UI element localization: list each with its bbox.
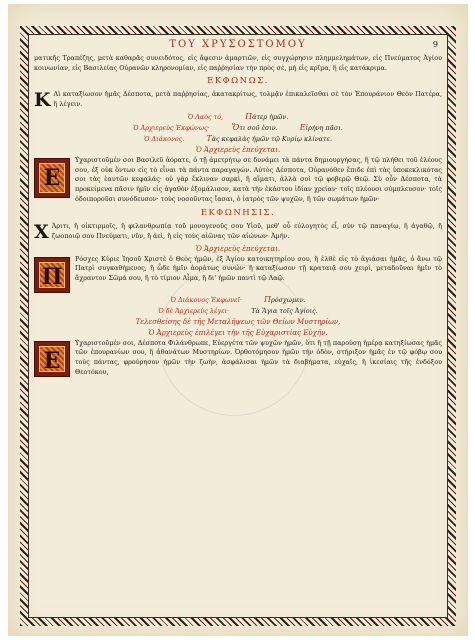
page-number: 9 bbox=[432, 40, 438, 49]
dialog-2-mid: Ὅτι σοῦ ἐσιν. bbox=[231, 122, 278, 132]
paragraph-5-text: Υ̓χαριστοῦμέν σοι, Δέσποτα Φιλάνθρωπε, Εὐεργέτα τῶν ψυχῶν ἡμῶν, ὅτι ἢ τῇ παρούσῃ ἡμέρᾳ κατηξίωσας ἡμᾶς τῶν ἐπουρανίων σου, ἢ ἀθανάτων Μυστηρίων. Ὀρθοτόμησον ἡμῶν τὴν ὁδὸν, στήριξον ἡμᾶς ἐν τῷ φόβῳ σου τοὺς πάντας, φρούρησον ἡμῶν τὴν ζωὴν, ἀσφάλισαι ἡμῶν τὰ διαβήματα, εὐχαῖς, ἢ ἱκεσίαις τῆς ἐνδόξου Θεοτόκου, bbox=[75, 338, 442, 376]
rubric-metalepsis: Τελεσθείσης δὲ τῆς Μεταλήψεως τῶν Θείων Μυστηρίων, bbox=[135, 317, 341, 326]
dialog-4-speaker: Ὁ Διάκονος Ἐκφωνεῖ· bbox=[170, 295, 242, 304]
dialog-5-speaker: Ὁ δὲ Ἀρχιερεὺς λέγει· bbox=[158, 306, 230, 315]
dialog-3-speaker: Ὁ Διάκονος. bbox=[144, 134, 185, 143]
dialog-line-4 bbox=[34, 295, 442, 305]
paragraph-5 bbox=[34, 339, 442, 378]
rubric-ekphonos: ΕΚΦΩΝΩΣ. bbox=[207, 76, 269, 87]
rubric-archiereus-2: Ὁ Ἀρχιερεὺς ἐπεύχεται. bbox=[195, 244, 281, 253]
dialog-line-3 bbox=[34, 134, 442, 144]
paragraph-1-text: Αὶ καταξίωσον ἡμᾶς Δέσποτα, μετὰ παῤῥησίας, ἀκατακρίτως, τολμᾷν ἐπικαλεῖσθαι σὲ τὸν Ἐπουράνιον Θεὸν Πατέρα, ἢ λέγειν. bbox=[53, 90, 442, 109]
book-page bbox=[8, 4, 468, 636]
dialog-2-speaker: Ὁ Ἀρχιερεὺς Ἐκφώνως· bbox=[133, 123, 210, 132]
paragraph-4-text: Ρόσχες Κύριε Ἰησοῦ Χριστὲ ὁ Θεὸς ἡμῶν, ἐξ Ἁγίου κατοικητηρίου σου, ἢ ἐλθὲ εἰς τὸ ἁγιάσαι ἡμᾶς, ὁ ἄνω τῷ Πατρὶ συγκαθήμενος, ἢ ὧδε ἡμῖν ἀοράτως συνών· ἢ καταξίωσον τῇ κραταιᾷ σου χειρὶ, μεταδοῦναι ἡμῖν τὸ ἄχραντον Σῶμά σου, ἢ τὸ τίμιον Αἷμα, ἢ δι' ἡμῶν παντὶ τῷ Λαῷ. bbox=[75, 254, 442, 283]
dialog-line-5 bbox=[34, 306, 442, 316]
dialog-1-response: Πάτερ ἡμῶν. bbox=[245, 111, 289, 121]
rubric-ekphonesis: ΕΚΦΩΝΗΣΙΣ. bbox=[200, 208, 276, 219]
drop-cap-1: Κ bbox=[34, 89, 51, 112]
rubric-archiereus-1: Ὁ Ἀρχιερεὺς ἐπεύχεται. bbox=[195, 145, 281, 154]
illuminated-initial-2: Π bbox=[34, 257, 70, 293]
paragraph-4 bbox=[34, 254, 442, 290]
header-title: ΤΟΥ ΧΡΥΣΟΣΤΟΜΟΥ bbox=[169, 39, 307, 50]
dialog-2-response: Εἰρήνη πᾶσι. bbox=[299, 122, 343, 132]
dialog-line-2 bbox=[34, 123, 442, 133]
paragraph-2-text: Υ̓χαριστοῦμέν σοι Βασιλεῦ ἀόρατε, ὁ τῇ ἀμετρήτῳ σε δυνάμει τὰ πάντα δημιουργήσας, ἢ τῷ πλήθει τοῦ ἐλέους σου, ἐξ οὐκ ὄντων εἰς τὸ εἶναι τὰ πάντα παραγαγών. Αὐτὸς Δέσποτα, Οὐρανόθεν ἔπιδε ἐπὶ τὰς ὑποκεκλικότας σοι τὰς ἑαυτῶν κεφαλάς· οὐ γὰρ ἔκλιναν σαρκὶ, ἢ αἵματι, ἀλλὰ σοὶ τῷ φοβερῷ Θεῷ. Σὺ οὖν Δέσποτα, τὰ προκείμενα πᾶσιν ἡμῖν εἰς ἀγαθὸν ἐξομάλισον, κατὰ τὴν ἑκάστου ἰδίαν χρείαν· τοῖς πλέουσι σύμπλευσον· τοῖς ὁδοιποροῦσι συνόδευσον· τοὺς νοσοῦντας ἴασαι, ὁ ἰατρὸς τῶν ψυχῶν, ἢ τῶν σωμάτων ἡμῶν· bbox=[75, 155, 442, 203]
intro-paragraph: ματικῆς Τραπέζης, μετὰ καθαρᾶς συνειδότος, εἰς ἄφεσιν ἁμαρτιῶν, εἰς συγχώρησιν πλημμελημάτων, εἰς Πνεύματος Ἁγίου κοινωνίαν, εἰς Βασιλείας Οὐρανῶν κληρονομίαν, εἰς παῤῥησίαν τὴν πρὸς σὲ, μὴ εἰς κρῖμα, ἢ εἰς κατάκριμα. bbox=[34, 54, 442, 72]
paragraph-3 bbox=[34, 221, 442, 244]
dialog-1-speaker: Ὁ Λαὸς τό, bbox=[187, 112, 224, 121]
paragraph-2 bbox=[34, 156, 442, 205]
page-content bbox=[34, 36, 442, 616]
illuminated-initial-3: Ε bbox=[34, 341, 70, 377]
dialog-4-response: Πρόσχωμεν. bbox=[263, 294, 306, 304]
illuminated-initial-1: E bbox=[34, 158, 70, 198]
drop-cap-2: Χ bbox=[34, 221, 49, 244]
rubric-eucharist-prayer: Ὁ Ἀρχιερεὺς ἐπιλέγει τὴν τῆς Εὐχαριστίας Εὐχήν. bbox=[148, 328, 328, 337]
paragraph-1 bbox=[34, 89, 442, 112]
paragraph-3-text: Ἀριτι, ἢ οἰκτιρμοῖς, ἢ φιλανθρωπίᾳ τοῦ μονογενοῦς σου Υἱοῦ, μεθ' οὗ εὐλογητὸς εἶ, σὺν τῷ παναγίῳ, ἢ ἀγαθῷ, ἢ ζωοποιῷ σου Πνεύματι, νῦν, ἢ ἀεὶ, ἢ εἰς τοὺς αἰῶνας τῶν αἰώνων· Ἀμήν. bbox=[51, 222, 442, 241]
dialog-line-1 bbox=[34, 112, 442, 122]
dialog-3-response: Τὰς κεφαλὰς ἡμῶν τῷ Κυρίῳ κλίνατε. bbox=[206, 133, 332, 143]
dialog-5-response: Τὰ Ἅγια τοῖς Ἁγίοις. bbox=[251, 306, 318, 315]
running-header bbox=[34, 36, 442, 54]
